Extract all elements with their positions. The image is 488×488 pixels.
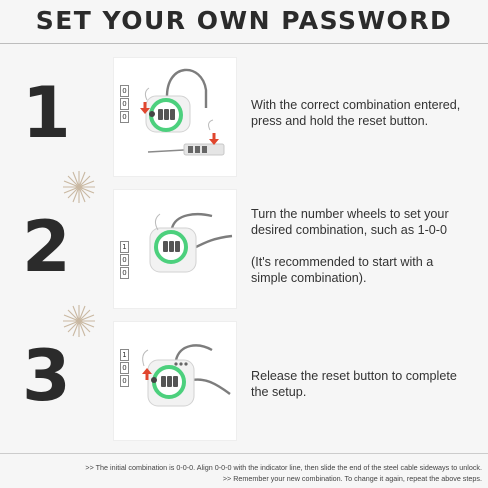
footer-divider <box>0 453 488 454</box>
step-2-text <box>251 206 471 286</box>
footnote <box>12 462 482 484</box>
step-2-paragraph: Turn the number wheels to set your desired combination, such as 1-0-0 <box>251 207 449 237</box>
digit-cell: 0 <box>120 375 129 387</box>
step-2-digit-column <box>120 241 129 279</box>
title-divider <box>0 43 488 44</box>
step-3-paragraph: Release the reset button to complete the setup. <box>251 369 457 399</box>
step-3-digit-column <box>120 349 129 387</box>
digit-cell: 0 <box>120 267 129 279</box>
step-3-illustration <box>114 322 236 440</box>
step-2-number: 2 <box>22 206 71 288</box>
step-1-paragraph: With the correct combination entered, press and hold the reset button. <box>251 98 461 128</box>
digit-cell: 0 <box>120 111 129 123</box>
digit-cell: 0 <box>120 98 129 110</box>
step-3-number: 3 <box>22 335 71 417</box>
step-1-digit-column <box>120 85 129 123</box>
step-2-note: (It's recommended to start with a simple combination). <box>251 255 434 285</box>
step-1-text <box>251 97 471 129</box>
sparkle-icon <box>62 170 96 204</box>
digit-cell: 0 <box>120 254 129 266</box>
step-2-illustration <box>114 190 236 308</box>
step-1-number: 1 <box>22 72 71 154</box>
step-1-illustration <box>114 58 236 176</box>
digit-cell: 1 <box>120 349 129 361</box>
digit-cell: 1 <box>120 241 129 253</box>
page-title: SET YOUR OWN PASSWORD <box>35 6 453 35</box>
digit-cell: 0 <box>120 362 129 374</box>
step-3-text <box>251 368 471 400</box>
footnote-line-1: >> The initial combination is 0-0-0. Align 0-0-0 with the indicator line, then slide the end of the steel cable sideways to unlock. <box>85 463 482 472</box>
footnote-line-2: >> Remember your new combination. To change it again, repeat the above steps. <box>222 474 482 483</box>
digit-cell: 0 <box>120 85 129 97</box>
sparkle-icon <box>62 304 96 338</box>
